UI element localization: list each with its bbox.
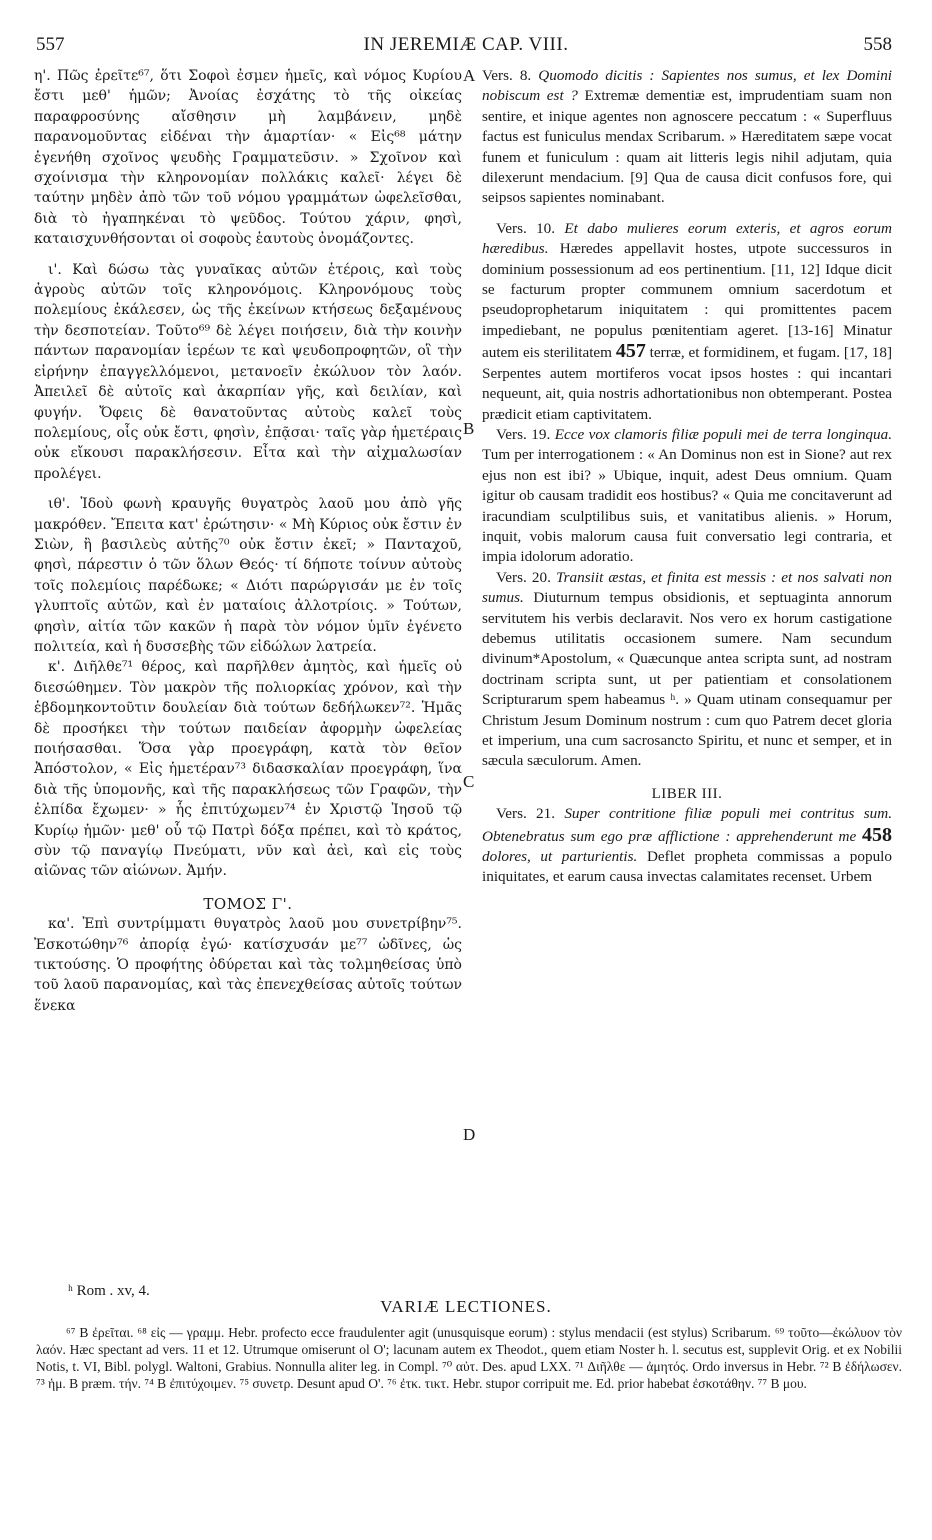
running-title: IN JEREMIÆ CAP. VIII. [363, 34, 569, 55]
variae-text: ⁶⁷ B ἐρεῖται. ⁶⁸ εἰς — γραμμ. Hebr. profecto ecce fraudulenter agit (unusquisque eorum) : stylus mendacii (est stylus) Scribarum. ⁶⁹ τοῦτο—ἐκώλυον τὸν λαόν. Hæc spectant ad vers. 11 et 12. Utrumque omiserunt ol O'; lacunam autem ex Theodot., quem etiam Noster h. l. secutus est, supplevit Orig. et ex Nobilii Notis, t. VI, Bibl. polygl. Waltoni, Grabius. Nonnulla aliter leg. in Compl. ⁷⁰ αὐτ. Des. apud LXX. ⁷¹ Διῆλθε — ἀμητός. Ordo inversus in Hebr. ⁷² B ἐδήλωσεν. ⁷³ ἡμ. B præm. τήν. ⁷⁴ B ἐπιτύχοιμεν. ⁷⁵ συνετρ. Desunt apud O'. ⁷⁶ ἐτκ. τικτ. Hebr. stupor corripuit me. Ed. prior habebat ἐσκοτάθην. ⁷⁷ B μου. [36, 1325, 902, 1391]
verse-commentary: Hæredes appellavit hostes, utpote successuros in dominium possessionum ad eos pertinentium. [11, 12] Idque dicit se facturum propter communem omnium sacerdotum et pseudoprophetarum iniquitatem : qui promittentes pacem impediebant, ne populus pœnitentiam ageret. [13-16] Minatur autem eis sterilitatem [482, 240, 892, 362]
margin-letter-c: C [463, 772, 475, 791]
greek-verse-19: ιθ'. Ἰδοὺ φωνὴ κραυγῆς θυγατρὸς λαοῦ μου ἀπὸ γῆς μακρόθεν. Ἔπειτα κατ' ἐρώτησιν· « Μὴ Κύριος οὐκ ἔστιν ἐν Σιὼν, ἢ βασιλεὺς αὐτῆς⁷⁰ οὐκ ἔστιν ἐκεῖ; » Πανταχοῦ, φησὶ, πάρεστιν ὁ τῶν ὅλων Θεός· τί δήποτε τοίνυν αὐτοὺς τοῖς πολεμίοις παρέδωκε; « Διότι παρώργισάν με ἐν τοῖς γλυπτοῖς αὐτῶν, καὶ ἐν ματαίοις ἀλλοτρίοις. » Τούτων, φησὶν, αἰτία τῶν κακῶν ἡ παρὰ τὸν νόμον ὑμῖν ἐγένετο πολιτεία, καὶ ἡ δυσσεβὴς τῶν εἰδώλων λατρεία. [34, 496, 462, 655]
latin-column [482, 66, 892, 888]
greek-verse-21: κα'. Ἐπὶ συντρίμματι θυγατρὸς λαοῦ μου συνετρίβην⁷⁵. Ἐσκοτώθην⁷⁶ ἀπορίᾳ ἐγώ· κατίσχυσάν με⁷⁷ ὠδῖνες, ὡς τικτούσης. Ὁ προφήτης ὀδύρεται καὶ τὰς τολμηθείσας ὑπὸ τοῦ λαοῦ παρανομίας, καὶ τὰς ἐπενεχθείσας αὐτοῖς τούτων ἕνεκα [34, 916, 462, 1014]
greek-verse-8: η'. Πῶς ἐρεῖτε⁶⁷, ὅτι Σοφοὶ ἐσμεν ἡμεῖς, καὶ νόμος Κυρίου ἔστι μεθ' ἡμῶν; Ἀνοίας ἐσχάτης τὸ τῆς οἰκείας παραφροσύνης αἴσθησιν μὴ λαμβάνειν, μηδὲ παρανομοῦντας εἰδέναι τὴν ἁμαρτίαν· « Εἰς⁶⁸ μάτην ἐγενήθη σχοῖνος ψευδὴς Γραμματεῦσιν. » Σχοῖνον καὶ σχοίνισμα τὴν κληρονομίαν πολλάκις καλεῖ· λέγει δὲ ταύτην μηδὲν ἀπὸ τῶν τοῦ νόμου γραμμάτων ὠφελεῖσθαι, διὰ τὸ ἠγαπηκέναι τὸ ψεῦδος. Τούτου χάριν, φησὶ, καταισχυνθήσονται οἱ σοφοὺς ἑαυτοὺς ὀνομάζοντες. [34, 68, 462, 248]
column-number: 457 [615, 340, 646, 363]
latin-verse-10 [482, 219, 892, 425]
page-number-left: 557 [36, 34, 65, 55]
verse-commentary: terræ, et formidinem, et fugam. [17, 18] Serpentes autem mortiferos vocat ipsos hostes : qui incantari nequeunt, ait, quia nostris adhortationibus non obtemperant. Postea prædicit etiam captivitatem. [482, 344, 893, 423]
verse-label: Vers. 21. [496, 805, 556, 823]
margin-letter-d: D [463, 1125, 476, 1144]
latin-verse-20 [482, 568, 892, 772]
latin-verse-21 [482, 804, 892, 888]
latin-verse-8 [482, 66, 892, 209]
verse-commentary: Tum per interrogationem : « An Dominus non est in Sione? aut rex ejus non est ibi? » Ubique, inquit, adest Deus omnium. Quam igitur ob causam tradidit eos hostibus? « Quia me concitaverunt ad iracundiam sculptilibus suis, et vanitatibus alienis. » Horum, inquit, vobis malorum causa fuit conversatio legi contraria, et impia idolorum adoratio. [482, 446, 892, 566]
variae-lectiones [36, 1324, 902, 1392]
page-number-right: 558 [863, 34, 892, 55]
verse-commentary: Deflet propheta commissas a populo iniquitates, et earum causa invectas calamitates recenset. Urbem [482, 848, 892, 886]
verse-lemma: dolores, ut parturientis. [482, 848, 638, 866]
verse-commentary: Diuturnum tempus obsidionis, et septuaginta annorum servitutem his verbis declaravit. Nos vero ex horum castigatione debemus utilitatis occasionem sumere. Nam secundum divinum*Apostolum, « Quæcunque antea scripta sunt, ad nostram doctrinam scripta sunt, ut per patientiam et consolationem Scripturarum spem habeamus ʰ. » Quam utinam consequamur per Christum Jesum Dominum nostrum : cum quo Patrem decet gloria et imperium, una cum sacrosancto Spiritu, et nunc et semper, et in sæcula sæculorum. Amen. [482, 589, 893, 770]
footnote: ʰ Rom . xv, 4. [68, 1283, 150, 1299]
column-number: 458 [862, 823, 892, 846]
verse-label: Vers. 19. [496, 425, 551, 443]
verse-label: Vers. 20. [496, 568, 551, 586]
greek-verse-20: κ'. Διῆλθε⁷¹ θέρος, καὶ παρῆλθεν ἀμητὸς, καὶ ἡμεῖς οὐ διεσώθημεν. Τὸν μακρὸν τῆς πολιορκίας χρόνον, καὶ τὴν ἑβδομηκοντοῦτιν δουλείαν διὰ τούτων δεδήλωκεν⁷². Ἡμᾶς δὲ προσήκει τὴν τούτων παιδείαν ἀφορμὴν ὠφελείας ποιήσασθαι. Ὅσα γὰρ προεγράφη, κατὰ τὸν θεῖον Ἀπόστολον, « Εἰς ἡμετέραν⁷³ διδασκαλίαν προεγράφη, ἵνα διὰ τῆς ὑπομονῆς, καὶ τῆς παρακλήσεως τῶν Γραφῶν, τὴν ἐλπίδα ἔχωμεν· » ἧς ἐπιτύχωμεν⁷⁴ ἐν Χριστῷ Ἰησοῦ τῷ Κυρίῳ ἡμῶν· μεθ' οὗ τῷ Πατρὶ δόξα πρέπει, καὶ τὸ κράτος, σὺν τῷ παναγίῳ Πνεύματι, νῦν καὶ ἀεὶ, καὶ εἰς τοὺς αἰῶνας τῶν αἰώνων. Ἀμήν. [34, 659, 462, 880]
verse-commentary: Extremæ dementiæ est, imprudentiam suam non sentire, et inique agentes non agnoscere peccatum : « Superfluus factus est funiculus mendax Scribarum. » Hæreditatem sæpe vocat funem et funiculum : quam ait litteris legis nihil adjutam, quia dilexerunt mendacium. [9] Qua de causa dicit confusos fore, qui seipsos sapientes nominabant. [482, 87, 892, 207]
margin-letter-b: B [463, 419, 475, 438]
running-header [0, 34, 932, 58]
verse-lemma: Super contritione filiæ populi mei contritus sum. Obtenebratus sum ego præ afflictione : apprehenderunt me [482, 805, 892, 845]
liber-heading: LIBER III. [651, 785, 723, 802]
verse-lemma: Transiit æstas, et finita est messis : et nos salvati non sumus. [482, 568, 893, 607]
greek-column [34, 66, 462, 1016]
margin-letter-a: A [463, 66, 476, 85]
latin-verse-19 [482, 425, 892, 568]
greek-verse-10: ι'. Καὶ δώσω τὰς γυναῖκας αὐτῶν ἑτέροις, καὶ τοὺς ἀγροὺς αὐτῶν τοῖς κληρονόμοις. Κληρονόμους τοὺς πολεμίους ἐκάλεσεν, ὡς τῆς ἐκείνων κτήσεως δεξαμένους τὴν δεσποτείαν. Τοῦτο⁶⁹ δὲ λέγει ποιήσειν, διὰ τὴν κοινὴν πάντων παρανομίαν ἱερέων τε καὶ ψευδοπροφητῶν, οἳ τὴν εἰρήνην ἐπαγγελλόμενοι, μετανοεῖν ἐκώλυον τὸν λαόν. Ἀπειλεῖ δὲ αὐτοῖς καὶ ἀκαρπίαν γῆς, καὶ δειλίαν, καὶ φυγήν. Ὄφεις δὲ θανατοῦντας αὐτοὺς καλεῖ τοὺς πολεμίους, οἷς οὐκ ἔστι, φησὶν, ἐπᾷσαι· ταῖς γὰρ ἡμετέραις οὐκ εἴκουσι παρακλήσεσιν. Εἶτα καὶ τὴν αἰχμαλωσίαν προλέγει. [34, 261, 462, 482]
verse-label: Vers. 8. [482, 67, 532, 84]
verse-lemma: Et dabo mulieres eorum exteris, et agros eorum hæredibus. [482, 219, 892, 258]
tomos-heading: ΤΟΜΟΣ Γ'. [203, 894, 293, 913]
verse-lemma: Ecce vox clamoris filiæ populi mei de terra longinqua. [554, 425, 893, 443]
verse-label: Vers. 10. [496, 219, 556, 237]
variae-lectiones-heading: VARIÆ LECTIONES. [380, 1297, 552, 1316]
verse-lemma: Quomodo dicitis : Sapientes nos sumus, et lex Domini nobiscum est ? [482, 67, 893, 105]
